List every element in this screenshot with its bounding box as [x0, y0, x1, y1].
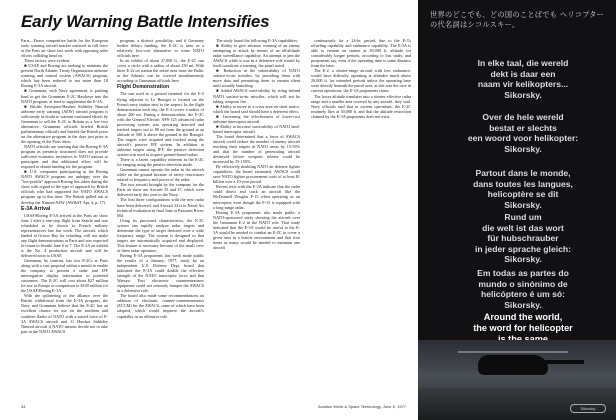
ad-japanese-text: 世界のどこでも、どの国のことばでも ヘリコプターの代名詞はシコルスキー。 — [430, 10, 605, 29]
ad-line: een woord voor helikopter: — [467, 133, 579, 144]
article-paragraph: Grumman, by contrast, has two E-2Cs at Paris along with a vast proposal within a month to enable the company to present a radar and IFF interrogation display information to potential customers. The E-2C will cost about $27 million for use in Europe in comparison to $100 million for the USAF/Boeing E-3A. — [21, 258, 108, 294]
article-paragraph: ■ Increasing the effectiveness of lower-cost airborne interceptor aircraft. — [213, 113, 300, 124]
article-headline: Early Warning Battle Intensifies — [21, 12, 270, 31]
ad-line: mundo o sinónimo de — [478, 278, 568, 289]
article-paragraph: Using its processed characteristics, the E-2C system can rapidly analyze radar targets and determine the type of target detected over a wide frequency range. The system is designed so that targets are automatically acquired and displayed. This feature is necessary because of the small crew of three radar operators. — [117, 217, 204, 253]
article-paragraph: program, a distinct possibility, and if Germany further delays funding, the E-2C is seen as a relatively low-cost alternative to some NATO officials here. — [117, 38, 204, 59]
rotor-blade-icon — [458, 351, 568, 353]
article-paragraph: In an exhibit of about 27,000 ft., the E-2C can cover a circle with a radius of about 250 mi. With three E-2s on station the entire area from the Baltic to the Adriatic can be covered simultaneously according to Grumman officials here. — [117, 58, 204, 84]
article-column-2 — [117, 38, 204, 398]
ad-line: Sikorsky. — [504, 199, 542, 210]
article-column-1 — [21, 38, 108, 398]
article-paragraph: Recent tests with the E-3A indicate that the radar could detect and track an aircraft like the McDonnell Douglas F-15 when operating as an interceptor, even though the F-15 is equipped with a long-range radar. — [213, 184, 300, 210]
article-paragraph: ■ Ability to move to a crisis area on short notice, which the board said should have a deterrent effect. — [213, 103, 300, 114]
ad-line: dans toutes les langues, — [473, 178, 573, 189]
ad-line: Sikorsky. — [504, 299, 542, 310]
ad-line: Em todas as partes do — [477, 268, 569, 278]
ad-line: Over de hele wereld — [482, 112, 564, 122]
ad-language-block — [448, 58, 598, 100]
article-paragraph: The lower altitude translates into a shorter effective radar range and a smaller area covered by any aircraft, they said. Navy officials said that in current operations, the E-2C routinely flies at 30,000 ft. and that the altitude restriction claimed by the E-3A proponents does not exist. — [311, 93, 411, 119]
article-paragraph: Boeing E-3A proponents also made public a NATO-sponsored study showing the aircraft over the Grumman E-2 in the NATO role. That study indicated that the E-3A would be useful in the E-3A would be needed to combat an E-2C to cover a given area in a hostile environment and that four times as many would be needed to maintain one aircraft — [213, 209, 300, 250]
ad-line: Rund um — [504, 212, 542, 222]
article-paragraph: The two aircraft brought by the company for the Paris air show are Aircraft 35 and 37, which were delivered early this year to the Navy. — [117, 182, 204, 198]
ad-line: Sikorsky. — [504, 89, 542, 100]
article-paragraph: ■ Ability to give advance warning of an enemy attempting to attack by means of an all-altitude radar surveillance capability. An attempt to jam the AWACS while it was in a defensive role would by itself constitute a warning, the panel noted. — [213, 43, 300, 69]
article-paragraph: NATO officials are warning that the Boeing E-3A program as presently structured does not provide sufficient economic incentives to NATO nations to participate and that additional effort will be required to obtain funding for the program. — [21, 143, 108, 170]
article-paragraph: ■ USAF and Boeing are seeking to maintain the present North Atlantic Treaty Organization airborne warning and control system (AWACS) program, which has been reduced to not more than 18 Boeing E-3A aircraft. — [21, 63, 108, 89]
ad-line: naam vir kelikopters... — [477, 79, 569, 90]
ad-line: Around the world, — [483, 312, 563, 322]
article-paragraph: These factors were evident: — [24, 58, 71, 64]
ad-line: In elke taal, die wereld — [477, 58, 569, 68]
page-number: 34 — [21, 404, 26, 409]
article-paragraph: The board also made some recommendations on addition of electronic counter-countermeasures (ECCM) for the AWACS, some of which have been adopted, which would improve the aircraft's capability in an offensive role. — [117, 293, 204, 319]
ad-line: in jeder sprache gleich: — [475, 243, 571, 254]
article-paragraph: By effectively doubling NATO air defense fighter capabilities, the board estimated, AWACS could save NATO fighter procurement costs of at least $1 billion over a 10-year period. — [213, 164, 300, 185]
helicopter-tail-icon — [544, 360, 584, 364]
ad-line: die welt ist das wort — [482, 222, 564, 233]
ad-line: Sikorsky. — [504, 143, 542, 154]
article-paragraph: ■ U.S. companies participating in the Boeing NATO AWACS program are unhappy over the "low-profile" approach Boeing has taken during the show with regard to the type of approach by British officials who had supported the NATO AWACS program up to this time. The British pulled out to develop the Nimrod AEW (AW&ST Apr. 4, p. 17). — [21, 169, 108, 205]
article-paragraph: The study found the following E-3A capabilities: — [216, 38, 299, 43]
article-column-3 — [213, 38, 300, 398]
ad-line: dekt is daar een — [490, 68, 556, 79]
ad-line: für hubschrauber — [487, 233, 559, 244]
ad-line: the word for helicopter — [473, 323, 573, 334]
article-paragraph: ■ Grumman, with Navy agreement, is pushing hard to get the Grumman E-2C Hawkeye into the NATO program, at least to supplement the E-3A. — [21, 88, 108, 104]
article-paragraph: ■ Ability to increase survivability of NATO land-based interceptor aircraft. — [213, 123, 300, 134]
section-subhead: E-3A Arrival — [21, 205, 51, 212]
ad-language-block — [448, 212, 598, 265]
article-paragraph: continuously for a 24-hr. period, due to the E-3's refueling capability and endurance capability. The E-3A is able to remain on station at 30,000 ft. altitude for considerably longer periods, according to this study, and proponents say, even if the operating time is some distance from the base. — [311, 38, 411, 69]
ad-line: helicoptère se dit — [487, 189, 559, 200]
article-paragraph: ■ British Aerospace/Hawker Siddeley Nimrod airborne early warning (AEW) aircraft program is sufficiently in doubt to warrant continued efforts by Grumman to sell the E-2C to Britain as a low-cost alternative. Grumman officials briefed British parliamentary officials and briefed the British press on the alternative program in the days just prior to the opening of the Paris show. — [21, 103, 108, 144]
article-paragraph: With the splintering of the alliance over the British withdrawal from the E-3A program, the Navy and Grumman believe that the E-2C has an excellent chance for use on the northern and southern flanks of NATO with a mixed force of E-3A AWACS aircraft and 11 Hawker Siddeley Nimrod aircraft if NATO nations decide not to take part in the NATO AWACS — [21, 293, 108, 334]
sikorsky-logo: Sikorsky — [570, 404, 606, 413]
article-paragraph: ■ Added AWACS survivability by siting behind NATO surface-to-air missiles, which will not be taking weapons fire. — [213, 88, 300, 104]
article-paragraph: The first three configurations with the new radar have been delivered, and Aircraft 34 is in Naval Air technical evaluation in final June at Patuxent River, Md. — [117, 197, 204, 218]
ad-language-block — [448, 168, 598, 210]
article-paragraph: The sun used as a ground terminal for the E-2 flying adjacent to Le Bourget is located on the French navy station next to the airport. In the flight demonstration each day, the E-2 covers a radius of about 200 mi. During a demonstration, the E-2C with the General Electric APS-125 advanced radar processing system was operating detected and tracked targets out to 80 mi from the ground at an altitude of 500 ft above the ground at the Bourget. The targets were acquired and tracked using the aircraft's passive IFF system. In addition to airborne targets using IFF, the passive detection system was used to acquire ground-based radars. — [117, 91, 204, 158]
ad-language-block — [448, 112, 598, 154]
sikorsky-advertisement — [418, 0, 616, 420]
ad-line: bestat er slechts — [489, 122, 557, 133]
ad-line: helicóptero é um só: — [480, 289, 566, 300]
article-paragraph: There is a latent capability inherent in the E-2C for ranging using the passive detection mode. — [117, 157, 204, 168]
ad-language-block — [448, 268, 598, 310]
article-columns — [21, 38, 301, 398]
article-column-4 — [311, 38, 411, 119]
magazine-footer: Aviation Week & Space Technology, June 6, 1977 — [318, 404, 406, 409]
article-paragraph: Paris—Fierce competitive battle for the European early warning aircraft market surfaced in full force at the Paris air show last week with opposing sales efforts colliding head on. — [21, 38, 108, 59]
section-subhead: Flight Demonstration — [117, 84, 170, 91]
article-paragraph: ■ Reduction in the vulnerability of NATO surface-to-air missiles, by providing them with more data and permitting them to remain silent until actually launching. — [213, 68, 300, 89]
article-paragraph: Boeing E-3A proponents last week made public the results of a January, 1977, study by an independent U.S. Defense Dept. board that indicated the E-3A could double the effective strength of the NATO interceptor force and that Warsaw Pact electronic countermeasures equipment could not seriously hamper the AWACS in a defensive role. — [117, 252, 204, 294]
article-paragraph: Grumman cannot operate the radar in the aircraft while on the ground because of safety restrictions related to frequency and power of the radar. — [117, 167, 204, 183]
article-paragraph: The board determined that a force of AWACS aircraft could reduce the number of enemy aircraft reaching their targets in NATO areas by 15-55% and that the number of penetrating aircraft destroyed before weapons release could be increased by 35-150%. — [213, 133, 300, 165]
article-paragraph: USAF/Boeing E-3A arrived at the Paris air show June 1 after a one-stop flight from Seattle and was scheduled to be shown to French military representatives late last week. The aircraft, which landed at Grosse Bay for refueling, will not make any flight demonstrations at Paris and was expected to return to Seattle June 6 or 7. The E-3A on exhibit is the No. 4 production aircraft and will be delivered soon to USAF. — [21, 212, 108, 258]
article-paragraph: The E-2, a shorter-range aircraft with less endurance, would have difficulty operating at altitudes much above 20,000 ft. for extended periods unless the operating base were directly beneath the patrol area, at this was the case in current operations, the E-3A proponents claim. — [311, 68, 411, 94]
ad-line: Sikorsky. — [504, 254, 542, 265]
ad-line: Partout dans le monde, — [475, 168, 571, 178]
article-columns-right — [311, 38, 411, 398]
helicopter-body-icon — [478, 355, 548, 375]
